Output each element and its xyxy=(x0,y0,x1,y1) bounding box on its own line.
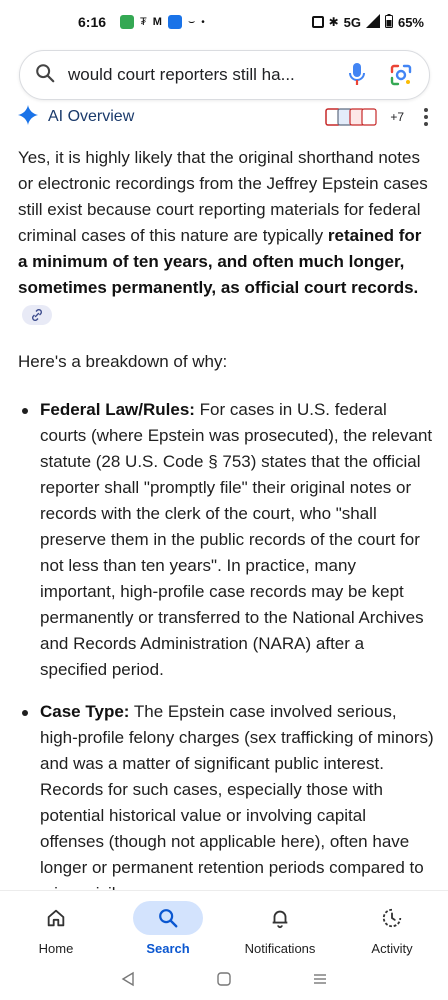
nav-label: Activity xyxy=(371,941,413,956)
system-status xyxy=(312,14,424,31)
status-time: 6:16 xyxy=(78,14,107,30)
notification-icons xyxy=(120,15,205,29)
sparkle-icon xyxy=(18,105,38,130)
bottom-navigation xyxy=(0,890,448,965)
nav-notifications[interactable] xyxy=(224,891,336,965)
voice-search-icon[interactable] xyxy=(343,61,371,89)
bullet-heading: Case Type: xyxy=(40,702,130,721)
battery-icon xyxy=(385,14,393,31)
search-icon xyxy=(157,907,179,929)
nav-home[interactable] xyxy=(0,891,112,965)
citation-link-button[interactable] xyxy=(22,305,52,325)
nav-activity[interactable] xyxy=(336,891,448,965)
search-input[interactable]: would court reporters still ha... xyxy=(68,65,295,84)
more-notifications-dot: • xyxy=(201,16,205,28)
intro-bold-text: retained for a minimum of ten years, and often much longer, sometimes permanently, as official court records. xyxy=(18,226,422,297)
calendar-icon xyxy=(168,15,182,29)
gmail-icon: M xyxy=(152,16,162,28)
bluetooth-icon: ✱ xyxy=(328,15,339,29)
chinese-app-icon: ₮ xyxy=(140,16,147,28)
nav-label: Home xyxy=(38,941,74,956)
list-item xyxy=(18,397,434,683)
sources-chip[interactable] xyxy=(326,107,404,127)
more-options-icon[interactable] xyxy=(418,108,434,126)
system-navigation-bar xyxy=(0,962,448,1000)
nav-label: Notifications xyxy=(244,941,316,956)
list-item xyxy=(18,699,434,907)
ai-overview-header xyxy=(18,104,434,130)
amazon-icon: ⌣ xyxy=(187,15,196,28)
intro-paragraph xyxy=(18,145,434,327)
google-lens-icon[interactable] xyxy=(387,61,415,89)
app-notification-icon xyxy=(120,15,134,29)
ai-overview-title: AI Overview xyxy=(48,108,135,125)
nav-label: Search xyxy=(146,941,190,956)
breakdown-intro: Here's a breakdown of why: xyxy=(18,352,228,371)
nfc-icon xyxy=(312,16,324,28)
nav-search[interactable] xyxy=(112,891,224,965)
battery-level: 65% xyxy=(397,14,424,30)
bullet-heading: Federal Law/Rules: xyxy=(40,400,195,419)
sources-more-count: +7 xyxy=(390,110,404,124)
source-thumbnails-icon xyxy=(326,107,384,127)
intro-text: Yes, it is highly likely that the original shorthand notes or electronic recordings from the Jeffrey Epstein cases still exist because court reporting materials for federal criminal cases of this nature are typically xyxy=(18,148,428,245)
home-icon xyxy=(45,907,67,929)
activity-icon xyxy=(381,907,403,929)
bell-icon xyxy=(269,907,291,929)
network-type: 5G xyxy=(343,14,361,30)
recents-menu-icon[interactable] xyxy=(313,972,327,991)
bullet-text: For cases in U.S. federal courts (where Epstein was prosecuted), the relevant statute (28 U.S. Code § 753) states that the official reporter shall "promptly file" their original notes or records with the clerk of the court, who "shall preserve them in the public records of the court for not less than ten years". In practice, many important, high-profile case records may be kept permanently or transferred to the National Archives and Records Administration (NARA) after a specified period. xyxy=(40,400,433,679)
home-button-icon[interactable] xyxy=(217,972,231,991)
search-icon xyxy=(34,62,56,89)
status-bar xyxy=(0,0,448,44)
link-icon xyxy=(30,308,44,322)
bullet-text: The Epstein case involved serious, high-profile felony charges (sex trafficking of minors) and was a matter of significant public interest. Records for such cases, especially those with potential historical value or involving capital offenses (though not applicable here), often have longer or permanent retention periods compared to xyxy=(40,702,434,877)
back-icon[interactable] xyxy=(121,972,135,991)
signal-icon xyxy=(366,14,380,31)
ai-overview-content xyxy=(18,145,434,890)
breakdown-list xyxy=(18,397,434,907)
search-bar[interactable] xyxy=(19,50,430,100)
